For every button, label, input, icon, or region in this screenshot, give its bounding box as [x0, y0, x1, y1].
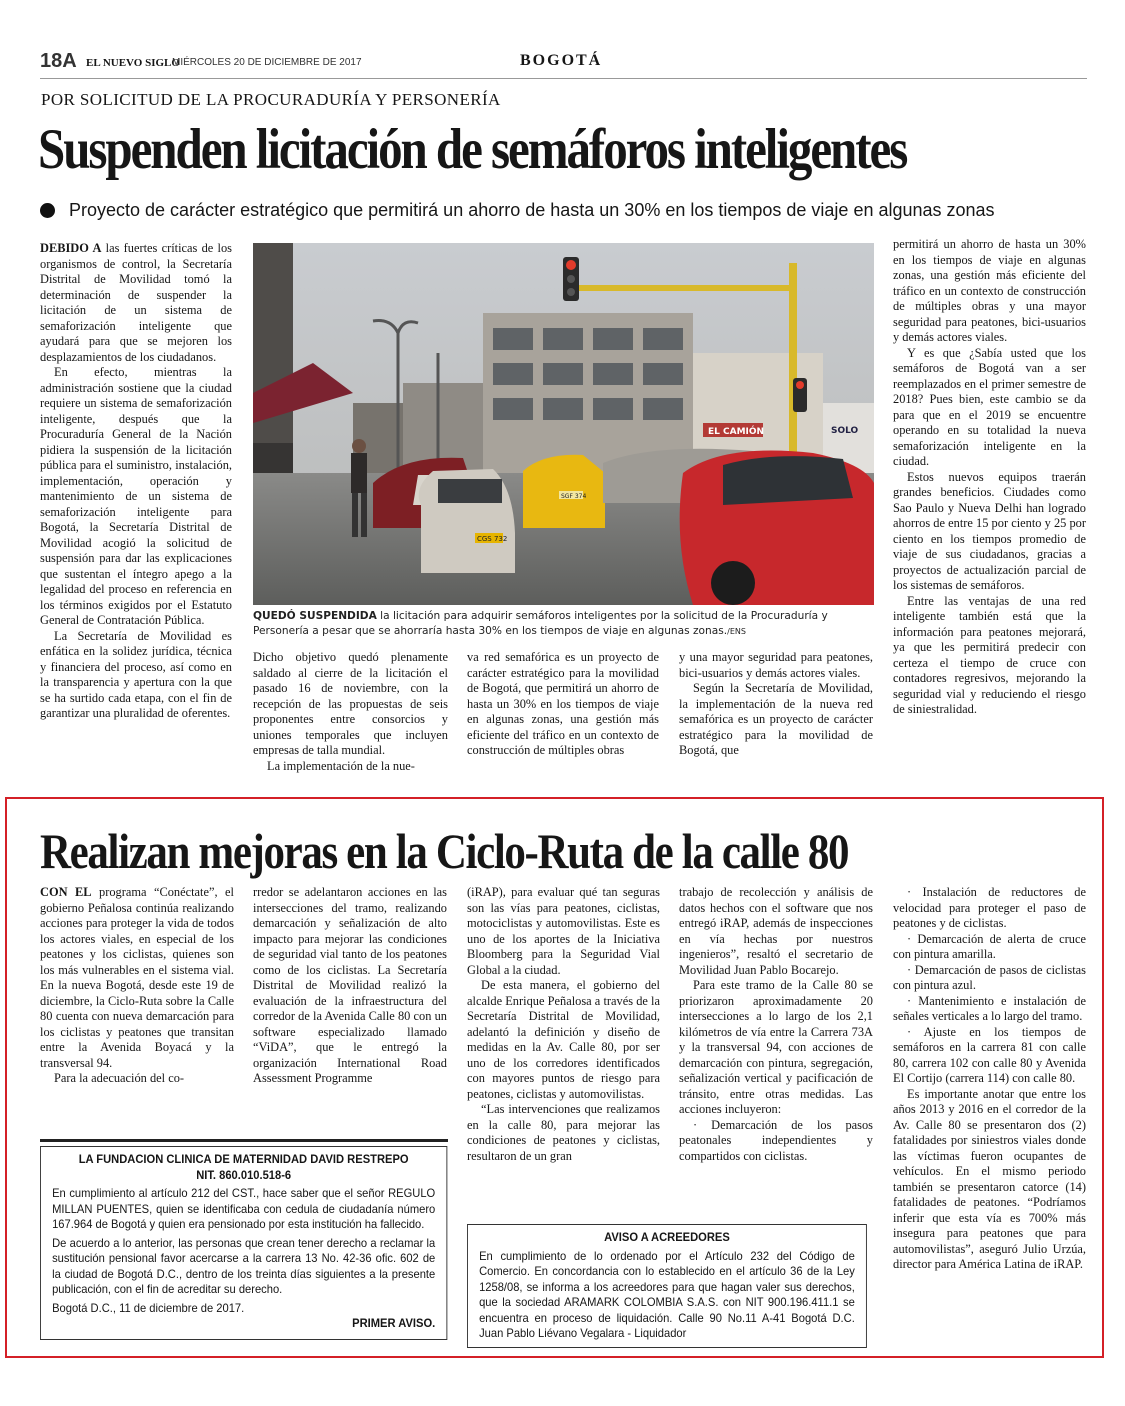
lead-in: CON EL — [40, 885, 92, 899]
lead-in: DEBIDO A — [40, 241, 102, 255]
paragraph: Para la adecuación del co- — [54, 1071, 185, 1085]
paragraph: La Secretaría de Movilidad es enfática en la solidez jurídica, técnica y financiera del proceso, así como en la transparencia y apertura con la que se ha surtido cada etapa, con el fin de garantizar una pluralidad de oferentes. — [40, 628, 232, 720]
article2-column-2 — [253, 885, 447, 1127]
bullet-icon — [40, 203, 55, 218]
article1-column-3 — [467, 650, 659, 780]
ad-title: AVISO A ACREEDORES — [604, 1230, 730, 1244]
subhead-text: Proyecto de carácter estratégico que permitirá un ahorro de hasta un 30% en los tiempos de viaje en algunas zonas — [69, 200, 995, 220]
publication-name: EL NUEVO SIGLO — [86, 57, 180, 69]
ad-separator — [40, 1139, 448, 1142]
classified-ad-acreedores — [467, 1224, 867, 1348]
shop-sign: EL CAMIÓN — [708, 427, 765, 437]
article1-headline: Suspenden licitación de semáforos inteligentes — [38, 118, 907, 181]
article2-column-4 — [679, 885, 873, 1205]
article1-subhead — [40, 200, 1100, 221]
article1-kicker: POR SOLICITUD DE LA PROCURADURÍA Y PERSONERÍA — [41, 90, 501, 109]
paragraph: trabajo de recolección y análisis de datos hechos con el software que nos entregó iRAP, además de inspecciones en vía hechas por nuestros ingenieros”, resaltó el secretario de Movilidad Juan Pablo Bocarejo. — [679, 885, 873, 977]
article1-column-2 — [253, 650, 448, 780]
ad-paragraph: De acuerdo a lo anterior, las personas que crean tener derecho a reclamar la sustitución pensional favor acercarse a la carrera 13 No. 42-36 ofic. 602 de la ciudad de Bogotá D.C., dentro de los treinta días siguientes a la presente publicación, con el fin de acreditar su derecho. — [52, 1235, 436, 1296]
page-number: 18A — [40, 50, 77, 72]
ad-footer: PRIMER AVISO. — [352, 1316, 436, 1330]
paragraph: · Demarcación de los pasos peatonales independientes y compartidos con ciclistas. — [679, 1117, 873, 1163]
shop-sign-2: SOLO — [831, 426, 859, 436]
article1-column-5 — [893, 237, 1086, 783]
paragraph: Es importante anotar que entre los años 2013 y 2016 en el corredor de la Av. Calle 80 se presentaron dos (2) fatalidades por siniestros viales donde las víctimas fueron ocupantes de vehículos. En el mismo periodo también se presentaron catorce (14) fatalidades de peatones. “Podríamos inferir que esta vía es 700% más insegura para peatones que para automovilistas”, aseguró Julio Urzúa, director para América Latina de iRAP. — [893, 1086, 1086, 1271]
paragraph: · Demarcación de pasos de ciclistas con pintura azul. — [893, 962, 1086, 992]
paragraph: La implementación de la nue- — [267, 758, 415, 773]
paragraph: va red semafórica es un proyecto de carácter estratégico para la movilidad de Bogotá, que permitirá un ahorro de hasta un 30% en los tiempos de viaje en algunas zonas, una gestión más eficiente del tráfico en un contexto de construcción de múltiples obras — [467, 650, 659, 757]
article2-column-3 — [467, 885, 660, 1205]
paragraph: Y es que ¿Sabía usted que los semáforos de Bogotá van a ser reemplazados en el primer semestre de 2018? Pues bien, este cambio se da para que en el 2019 se encuentre operando en su totalidad la nueva semaforización inteligente en la ciudad. — [893, 345, 1086, 468]
section-name: BOGOTÁ — [520, 52, 603, 69]
paragraph: (iRAP), para evaluar qué tan seguras son las vías para peatones, ciclistas, motociclistas y automovilistas. Este es uno de los aportes de la Iniciativa Bloomberg para la Seguridad Vial Global a la ciudad. — [467, 885, 660, 977]
traffic-photo-image — [253, 243, 874, 605]
ad-nit: NIT. 860.010.518-6 — [196, 1167, 292, 1182]
paragraph: Estos nuevos equipos traerán grandes beneficios. Ciudades como Sao Paulo y Nueva Delhi han logrado ahorros de entre 15 por ciento y 25 por ciento en los tiempos promedio de viaje de sus ciudadanos, gracias a proyectos de actualización parcial de los sistemas de semáforos. — [893, 469, 1086, 592]
license-plate: CGS 732 — [477, 535, 508, 543]
paragraph: De esta manera, el gobierno del alcalde Enrique Peñalosa a través de la Secretaría Distrital de Movilidad, adelantó la definición y diseño de medidas en la Av. Calle 80, por ser uno de los corredores identificados con mayores puntos de riesgo para peatones, ciclistas y automovilistas. — [467, 978, 660, 1101]
paragraph: Para este tramo de la Calle 80 se priorizaron aproximadamente 20 intersecciones a lo largo de los 2,1 kilómetros de vía entre la Carrera 73A y la transversal 94, con acciones de demarcación con pintura, segregación, señalización vertical y pacificación de tránsito, entre otras medidas. Las acciones incluyeron: — [679, 978, 873, 1116]
article2-column-1 — [40, 885, 234, 1127]
paragraph-text: programa “Conéctate”, el gobierno Peñalosa continúa realizando acciones para proteger la vida de todos los actores viales, en especial de los peatones y los ciclistas, quienes son los más vulnerables en el sistema vial. En la nueva Bogotá, desde este 19 de diciembre, la Ciclo-Ruta sobre la Calle 80 cuenta con nueva demarcación para los ciclistas y peatones que transitan entre la Avenida Boyacá y la transversal 94. — [40, 885, 234, 1070]
article2-headline: Realizan mejoras en la Ciclo-Ruta de la calle 80 — [40, 823, 849, 879]
paragraph — [40, 885, 234, 1071]
paragraph: Entre las ventajas de una red inteligente también está que la información para peatones mejorará, ya que les permitirá predecir con certeza el tiempo de cruce con contadores regresivos, mejorando la seguridad vial y reduciendo el riesgo de siniestralidad. — [893, 593, 1086, 716]
paragraph: · Mantenimiento e instalación de señales verticales a lo largo del tramo. — [893, 993, 1086, 1023]
ad-paragraph: En cumplimiento al artículo 212 del CST., hace saber que el señor REGULO MILLAN PUENTES, quien se identificaba con cedula de ciudadanía número 167.964 de Bogotá y quien era pensionado por esta institución ha fallecido. — [52, 1186, 436, 1231]
page-header — [40, 48, 1087, 79]
paragraph: · Instalación de reductores de velocidad para proteger el paso de peatones y de ciclistas. — [893, 885, 1086, 930]
ad-body: En cumplimiento de lo ordenado por el Artículo 232 del Código de Comercio. En concordancia con lo establecido en el artículo 36 de la Ley 1258/08, se informa a los acreedores para que hagan valer sus derechos, que la sociedad ARAMARK COLOMBIA S.A.S. con NIT 900.196.411.1 se encuentra en proceso de liquidación. Calle 90 No.11 A-41 Bogotá D.C. Juan Pablo Liévano Vegalara - Liquidador — [479, 1248, 855, 1340]
article1-column-1 — [40, 241, 232, 781]
paragraph: Dicho objetivo quedó plenamente saldado al cierre de la licitación el pasado 16 de noviembre, con la recepción de las propuestas de seis proponentes entre consorcios y uniones temporales que incluyen empresas de talla mundial. — [253, 650, 448, 757]
classified-ad-fundacion — [40, 1146, 447, 1340]
caption-lead: QUEDÓ SUSPENDIDA — [253, 610, 377, 622]
photo-credit: /ENS — [727, 627, 746, 636]
ad-title: LA FUNDACION CLINICA DE MATERNIDAD DAVID RESTREPO — [78, 1152, 409, 1166]
taxi-plate: SGF 374 — [561, 493, 587, 500]
paragraph: · Ajuste en los tiempos de semáforos en la carrera 81 con calle 80, carrera 102 con calle 80 y Avenida El Cortijo (carrera 114) con calle 80. — [893, 1024, 1086, 1085]
article2-column-5 — [893, 885, 1086, 1347]
photo-caption — [253, 609, 874, 639]
publication-date: MIÉRCOLES 20 DE DICIEMBRE DE 2017 — [172, 57, 362, 68]
paragraph — [40, 241, 232, 365]
caption-text: la licitación para adquirir semáforos inteligentes por la solicitud de la Procuraduría y Personería a pesar que se ahorraría hasta 30% en los tiempos de viaje en algunas zonas. — [253, 610, 828, 637]
traffic-photo — [253, 243, 874, 605]
paragraph-text: las fuertes críticas de los organismos de control, la Secretaría Distrital de Movilidad tomó la determinación de suspender la licitación de un sistema de semaforización inteligente que ayudará para que se mejoren los desplazamientos de los ciudadanos. — [40, 241, 232, 364]
paragraph: permitirá un ahorro de hasta un 30% en los tiempos de viaje en algunas zonas, una gestión más eficiente del tráfico en un contexto de construcción de múltiples obras y una mayor seguridad para peatones, bici-usuarios y demás actores viales. — [893, 237, 1086, 344]
article1-column-4 — [679, 650, 873, 780]
paragraph: y una mayor seguridad para peatones, bici-usuarios y demás actores viales. — [679, 650, 873, 680]
paragraph: rredor se adelantaron acciones en las intersecciones del tramo, realizando demarcación y señalización de alto impacto para mejorar las condiciones de seguridad vial tanto de los peatones como de los ciclistas. La Secretaría Distrital de Movilidad realizó la evaluación de la infraestructura del corredor de la Avenida Calle 80 con un software especializado llamado “ViDA”, que le entregó la organización International Road Assessment Programme — [253, 885, 447, 1085]
paragraph: · Demarcación de alerta de cruce con pintura amarilla. — [893, 931, 1086, 961]
paragraph: “Las intervenciones que realizamos en la calle 80, para mejorar las condiciones de peatones y ciclistas, resultaron de un gran — [467, 1102, 660, 1163]
paragraph: Según la Secretaría de Movilidad, la implementación de la nueva red semafórica es un proyecto de carácter estratégico para la movilidad de Bogotá, que — [679, 681, 873, 757]
ad-date: Bogotá D.C., 11 de diciembre de 2017. — [52, 1300, 245, 1315]
paragraph: En efecto, mientras la administración sostiene que la ciudad requiere un sistema de semaforización inteligente, después que la Procuraduría General de la Nación pidiera la suspensión de la licitación pública para el suministro, instalación, implementación, operación y mantenimiento de un sistema de semaforización inteligente para Bogotá, la Secretaría Distrital de Movilidad acogió la solicitud de suspensión para dar las explicaciones que sustentan el íntegro apego a la legalidad del proceso en referencia en los términos exigidos por el Estatuto General de Contratación Pública. — [40, 365, 232, 627]
